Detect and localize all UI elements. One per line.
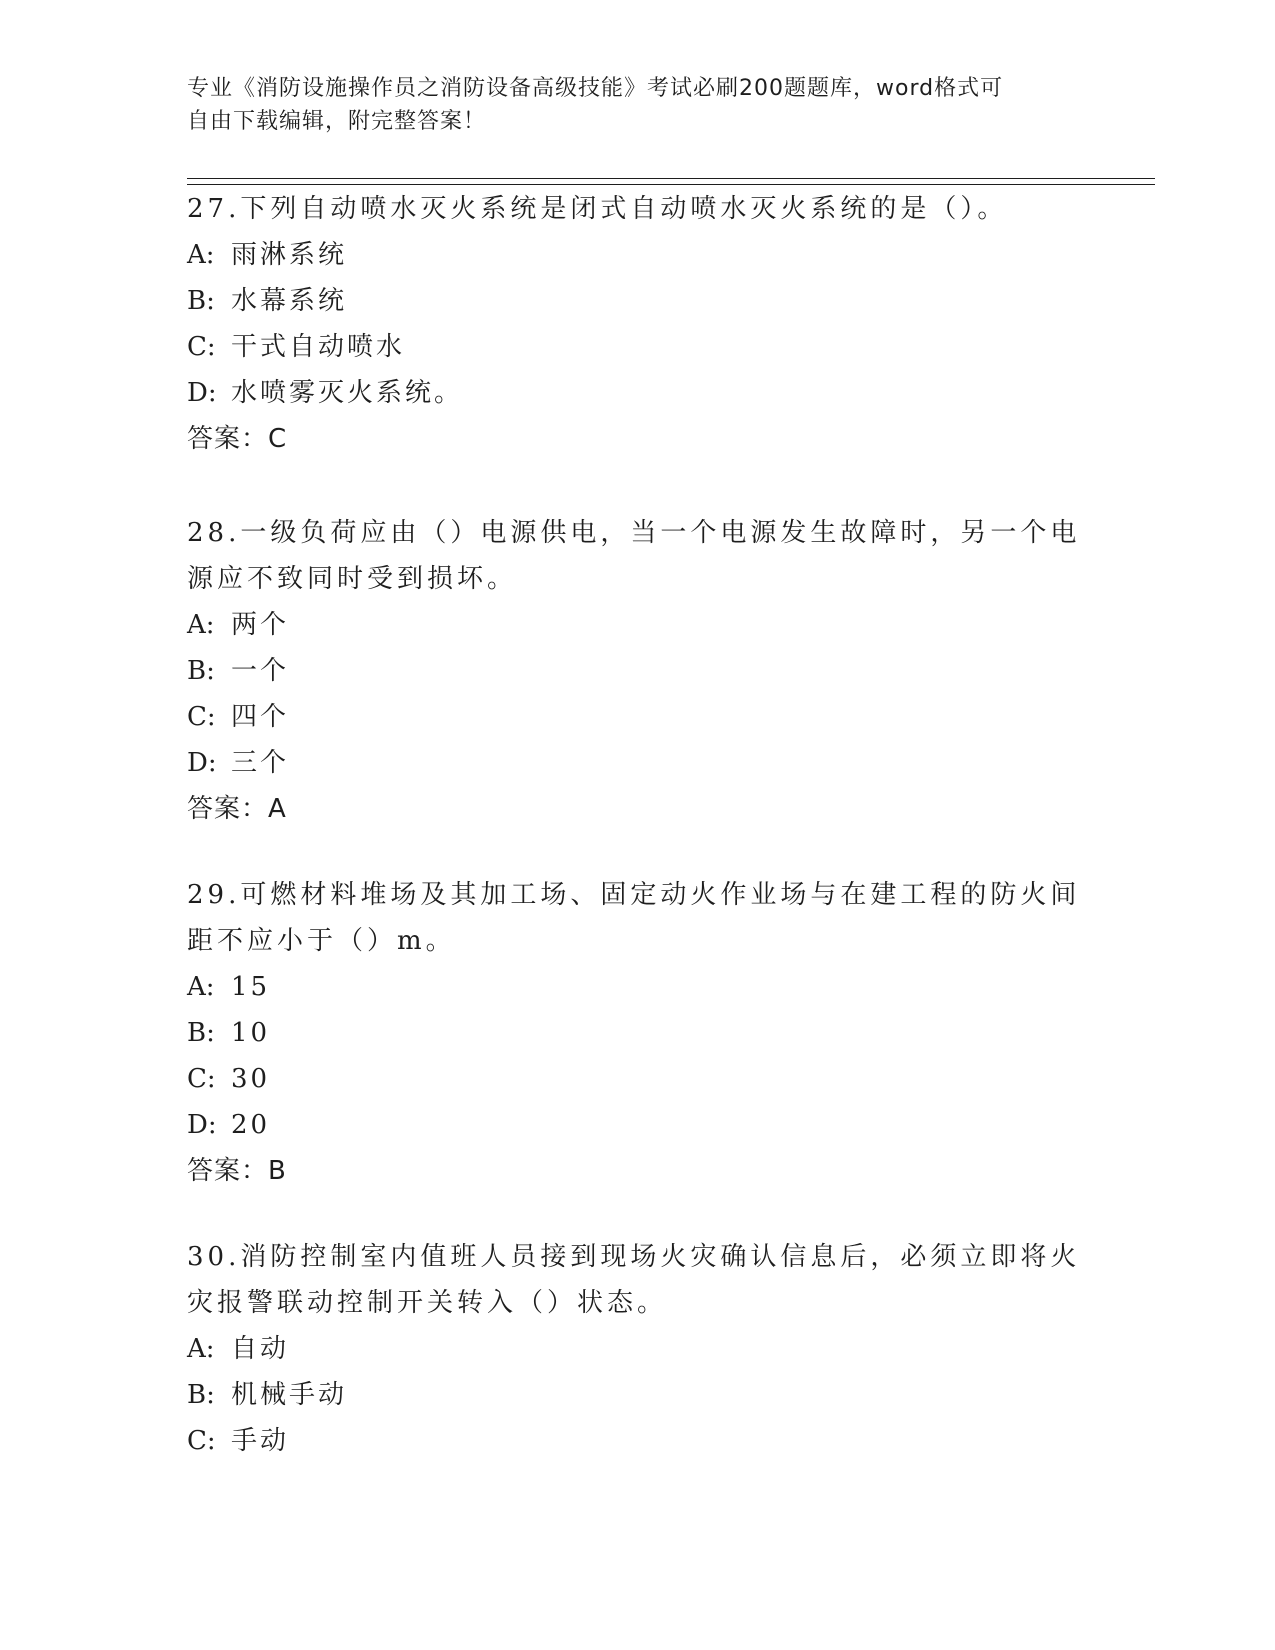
option-text: 两个 [231, 610, 290, 640]
option-key: B: [187, 1380, 215, 1410]
answer-label: 答案：C [187, 424, 288, 454]
question-27 [187, 186, 1087, 462]
question-stem: 27.下列自动喷水灭火系统是闭式自动喷水灭火系统的是（）。 [187, 194, 1008, 224]
option-key: C: [187, 1426, 216, 1456]
option-text: 一个 [231, 656, 290, 686]
option-text: 雨淋系统 [231, 240, 348, 270]
option-key: D: [187, 378, 217, 408]
option-key: B: [187, 1018, 215, 1048]
header-line-2: 自由下载编辑，附完整答案！ [187, 109, 487, 134]
question-stem: 28.一级负荷应由（）电源供电，当一个电源发生故障时，另一个电源应不致同时受到损坏。 [187, 518, 1081, 594]
option-text: 自动 [231, 1334, 290, 1364]
option-key: A: [187, 972, 215, 1002]
option-b [187, 1010, 1087, 1056]
option-key: B: [187, 656, 215, 686]
option-text: 水喷雾灭火系统。 [231, 378, 464, 408]
header-rule-top [187, 178, 1155, 179]
question-29 [187, 872, 1087, 1194]
option-key: B: [187, 286, 215, 316]
option-text: 30 [231, 1064, 271, 1094]
option-c [187, 1418, 1087, 1464]
option-key: D: [187, 1110, 217, 1140]
option-key: D: [187, 748, 217, 778]
question-28 [187, 510, 1087, 832]
option-text: 机械手动 [231, 1380, 348, 1410]
option-text: 20 [231, 1110, 271, 1140]
option-key: A: [187, 240, 215, 270]
option-b [187, 278, 1087, 324]
option-b [187, 1372, 1087, 1418]
option-key: C: [187, 702, 216, 732]
option-text: 15 [231, 972, 271, 1002]
option-a [187, 964, 1087, 1010]
option-c [187, 1056, 1087, 1102]
option-key: C: [187, 1064, 216, 1094]
option-text: 干式自动喷水 [231, 332, 406, 362]
question-30 [187, 1234, 1087, 1464]
question-stem: 29.可燃材料堆场及其加工场、固定动火作业场与在建工程的防火间距不应小于（）m。 [187, 880, 1081, 956]
option-text: 10 [231, 1018, 271, 1048]
option-c [187, 694, 1087, 740]
document-header [187, 72, 1067, 138]
option-d [187, 370, 1087, 416]
option-text: 四个 [231, 702, 290, 732]
option-text: 手动 [231, 1426, 290, 1456]
option-text: 水幕系统 [231, 286, 348, 316]
header-line-1: 专业《消防设施操作员之消防设备高级技能》考试必刷200题题库，word格式可 [187, 76, 1004, 101]
answer-label: 答案：B [187, 1156, 287, 1186]
option-a [187, 1326, 1087, 1372]
option-key: C: [187, 332, 216, 362]
answer-label: 答案：A [187, 794, 287, 824]
option-a [187, 602, 1087, 648]
option-a [187, 232, 1087, 278]
option-d [187, 1102, 1087, 1148]
option-c [187, 324, 1087, 370]
option-d [187, 740, 1087, 786]
option-text: 三个 [231, 748, 290, 778]
header-rule-bottom [187, 184, 1155, 185]
option-b [187, 648, 1087, 694]
question-stem: 30.消防控制室内值班人员接到现场火灾确认信息后，必须立即将火灾报警联动控制开关转入（）状态。 [187, 1242, 1081, 1318]
option-key: A: [187, 610, 215, 640]
option-key: A: [187, 1334, 215, 1364]
